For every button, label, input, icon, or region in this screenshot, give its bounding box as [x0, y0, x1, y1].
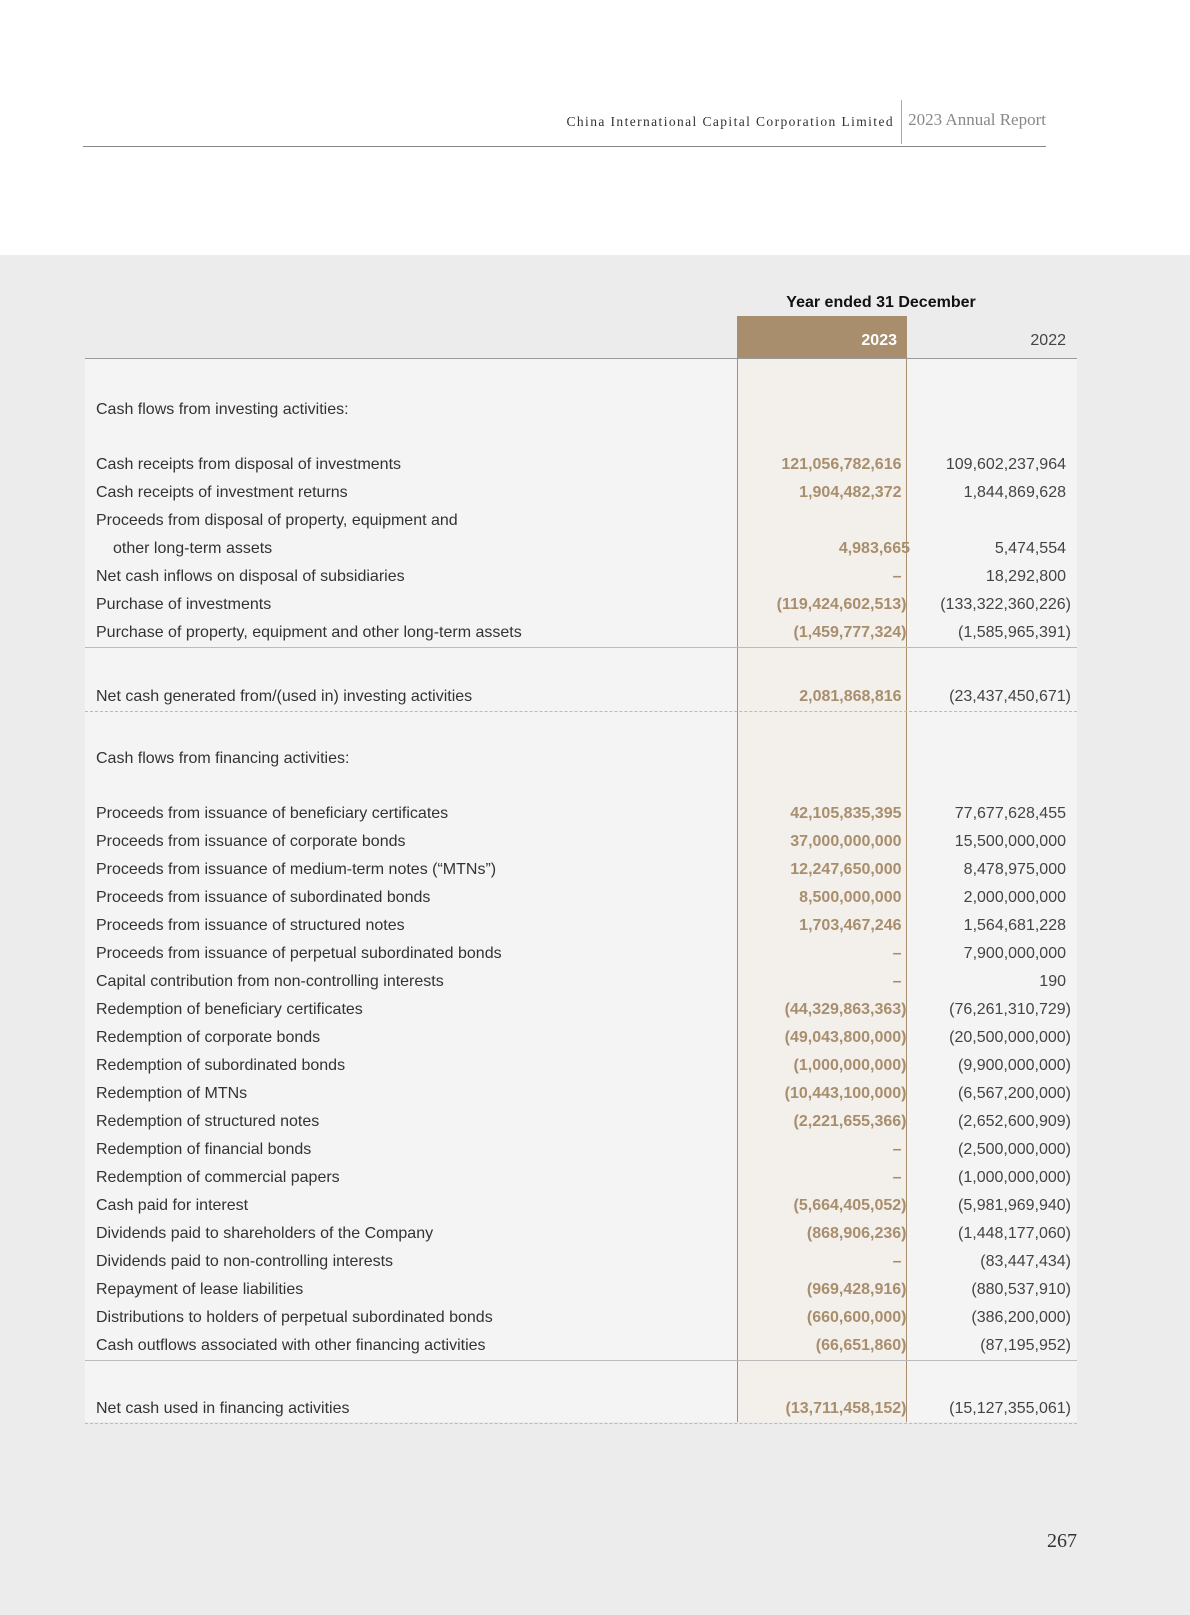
row-label: Redemption of commercial papers — [96, 1169, 340, 1186]
value-2022: (880,537,910) — [971, 1281, 1071, 1298]
value-2022: 7,900,000,000 — [963, 945, 1066, 962]
value-2022: (23,437,450,671) — [949, 688, 1071, 705]
table-row — [85, 1276, 1077, 1304]
value-2022: (2,652,600,909) — [958, 1113, 1071, 1130]
table-row — [85, 1052, 1077, 1080]
row-label: Distributions to holders of perpetual subordinated bonds — [96, 1309, 493, 1326]
table-row — [85, 884, 1077, 912]
row-spacer — [85, 424, 1077, 451]
value-2022: (15,127,355,061) — [949, 1400, 1071, 1417]
value-2023: 8,500,000,000 — [799, 889, 902, 906]
row-label: Capital contribution from non-controlling interests — [96, 973, 444, 990]
row-label: other long-term assets — [113, 540, 273, 557]
value-2023: 2,081,868,816 — [799, 688, 902, 705]
value-2023: (10,443,100,000) — [784, 1085, 907, 1102]
value-2023: (119,424,602,513) — [776, 596, 907, 613]
value-2022: (9,900,000,000) — [958, 1057, 1071, 1074]
page-number: 267 — [1047, 1530, 1077, 1552]
value-2022: (386,200,000) — [971, 1309, 1071, 1326]
value-2022: (133,322,360,226) — [940, 596, 1071, 613]
table-row — [85, 856, 1077, 884]
value-2022: 5,474,554 — [994, 540, 1066, 557]
column-header-2023: 2023 — [737, 316, 907, 358]
row-label: Proceeds from issuance of structured notes — [96, 917, 405, 934]
value-2022: 190 — [1039, 973, 1066, 990]
value-2023: 42,105,835,395 — [790, 805, 902, 822]
row-label: Proceeds from issuance of medium-term notes (“MTNs”) — [96, 861, 497, 878]
value-2022: (87,195,952) — [980, 1337, 1071, 1354]
row-label: Net cash inflows on disposal of subsidiaries — [96, 568, 405, 585]
value-2022: (5,981,969,940) — [958, 1197, 1071, 1214]
section-heading-row — [85, 396, 1077, 424]
table-row — [85, 563, 1077, 591]
row-spacer — [85, 1361, 1077, 1395]
row-spacer — [85, 359, 1077, 396]
value-2022: (1,000,000,000) — [958, 1169, 1071, 1186]
table-row — [85, 535, 1077, 563]
table-row — [85, 1080, 1077, 1108]
value-2023: – — [892, 973, 902, 990]
row-label: Net cash generated from/(used in) investing activities — [96, 688, 473, 705]
row-label: Dividends paid to shareholders of the Company — [96, 1225, 434, 1242]
value-2023: (49,043,800,000) — [784, 1029, 907, 1046]
value-2023: (1,000,000,000) — [793, 1057, 907, 1074]
page-header — [83, 98, 1046, 147]
table-row — [85, 591, 1077, 619]
company-name: China International Capital Corporation Limited — [566, 114, 894, 129]
row-label: Redemption of financial bonds — [96, 1141, 312, 1158]
row-spacer — [85, 773, 1077, 800]
value-2023: – — [892, 1253, 902, 1270]
value-2023: 1,904,482,372 — [799, 484, 902, 501]
table-row — [85, 1248, 1077, 1276]
value-2023: (868,906,236) — [806, 1225, 907, 1242]
table-row — [85, 479, 1077, 507]
value-2022: 2,000,000,000 — [963, 889, 1066, 906]
row-label: Redemption of MTNs — [96, 1085, 248, 1102]
row-label: Cash flows from financing activities: — [96, 750, 350, 767]
value-2023: – — [892, 945, 902, 962]
value-2023: (44,329,863,363) — [784, 1001, 907, 1018]
value-2023: 4,983,665 — [838, 540, 910, 557]
value-2023: (13,711,458,152) — [785, 1400, 907, 1417]
table-row — [85, 1220, 1077, 1248]
column-header-2022: 2022 — [1030, 332, 1066, 349]
value-2022: (76,261,310,729) — [949, 1001, 1071, 1018]
row-label: Proceeds from disposal of property, equipment and — [96, 512, 458, 529]
value-2022: 109,602,237,964 — [945, 456, 1066, 473]
value-2023: 12,247,650,000 — [790, 861, 902, 878]
row-label: Proceeds from issuance of corporate bonds — [96, 833, 406, 850]
table-row — [85, 828, 1077, 856]
value-2023: (969,428,916) — [806, 1281, 907, 1298]
period-heading: Year ended 31 December — [786, 294, 976, 311]
table-row — [85, 1304, 1077, 1332]
value-2023: – — [892, 568, 902, 585]
table-row — [85, 683, 1077, 712]
table-row — [85, 451, 1077, 479]
row-label: Cash receipts from disposal of investments — [96, 456, 402, 473]
value-2023: (66,651,860) — [815, 1337, 907, 1354]
table-row — [85, 1136, 1077, 1164]
row-label: Redemption of beneficiary certificates — [96, 1001, 363, 1018]
row-label: Redemption of corporate bonds — [96, 1029, 321, 1046]
value-2023: 1,703,467,246 — [799, 917, 902, 934]
value-2023: (660,600,000) — [806, 1309, 907, 1326]
row-label: Cash receipts of investment returns — [96, 484, 348, 501]
table-row — [85, 1192, 1077, 1220]
value-2022: (83,447,434) — [980, 1253, 1071, 1270]
row-label: Redemption of subordinated bonds — [96, 1057, 346, 1074]
table-row — [85, 1108, 1077, 1136]
row-label: Dividends paid to non-controlling interests — [96, 1253, 394, 1270]
row-label: Proceeds from issuance of perpetual subordinated bonds — [96, 945, 502, 962]
table-row — [85, 1164, 1077, 1192]
table-row — [85, 619, 1077, 648]
value-2023: 37,000,000,000 — [790, 833, 902, 850]
table-row — [85, 996, 1077, 1024]
section-heading-row — [85, 745, 1077, 773]
row-label: Redemption of structured notes — [96, 1113, 320, 1130]
row-label: Cash paid for interest — [96, 1197, 249, 1214]
value-2022: 1,564,681,228 — [963, 917, 1066, 934]
row-label: Cash flows from investing activities: — [96, 401, 349, 418]
table-row — [85, 968, 1077, 996]
table-row — [85, 800, 1077, 828]
cash-flow-table — [85, 359, 1077, 1424]
value-2023: 121,056,782,616 — [781, 456, 902, 473]
report-title: 2023 Annual Report — [908, 110, 1046, 129]
table-row — [85, 1395, 1077, 1424]
row-label: Repayment of lease liabilities — [96, 1281, 304, 1298]
value-2022: 77,677,628,455 — [954, 805, 1066, 822]
row-label: Proceeds from issuance of subordinated bonds — [96, 889, 431, 906]
header-divider — [901, 100, 902, 144]
row-label: Purchase of investments — [96, 596, 272, 613]
row-spacer — [85, 648, 1077, 683]
value-2023: (5,664,405,052) — [793, 1197, 907, 1214]
row-spacer — [85, 712, 1077, 745]
value-2022: (6,567,200,000) — [958, 1085, 1071, 1102]
value-2022: (1,448,177,060) — [958, 1225, 1071, 1242]
table-row — [85, 912, 1077, 940]
value-2022: (2,500,000,000) — [958, 1141, 1071, 1158]
table-row — [85, 1332, 1077, 1361]
value-2022: 1,844,869,628 — [963, 484, 1066, 501]
value-2022: 18,292,800 — [985, 568, 1066, 585]
row-label: Proceeds from issuance of beneficiary certificates — [96, 805, 449, 822]
table-row — [85, 940, 1077, 968]
value-2022: (1,585,965,391) — [958, 624, 1071, 641]
row-label: Purchase of property, equipment and other long-term assets — [96, 624, 522, 641]
value-2023: – — [892, 1169, 902, 1186]
value-2023: (2,221,655,366) — [793, 1113, 907, 1130]
value-2022: 15,500,000,000 — [954, 833, 1066, 850]
table-row — [85, 1024, 1077, 1052]
value-2023: (1,459,777,324) — [793, 624, 907, 641]
row-label: Cash outflows associated with other financing activities — [96, 1337, 486, 1354]
table-row — [85, 507, 1077, 535]
row-label: Net cash used in financing activities — [96, 1400, 350, 1417]
value-2022: 8,478,975,000 — [963, 861, 1066, 878]
value-2022: (20,500,000,000) — [949, 1029, 1071, 1046]
value-2023: – — [892, 1141, 902, 1158]
